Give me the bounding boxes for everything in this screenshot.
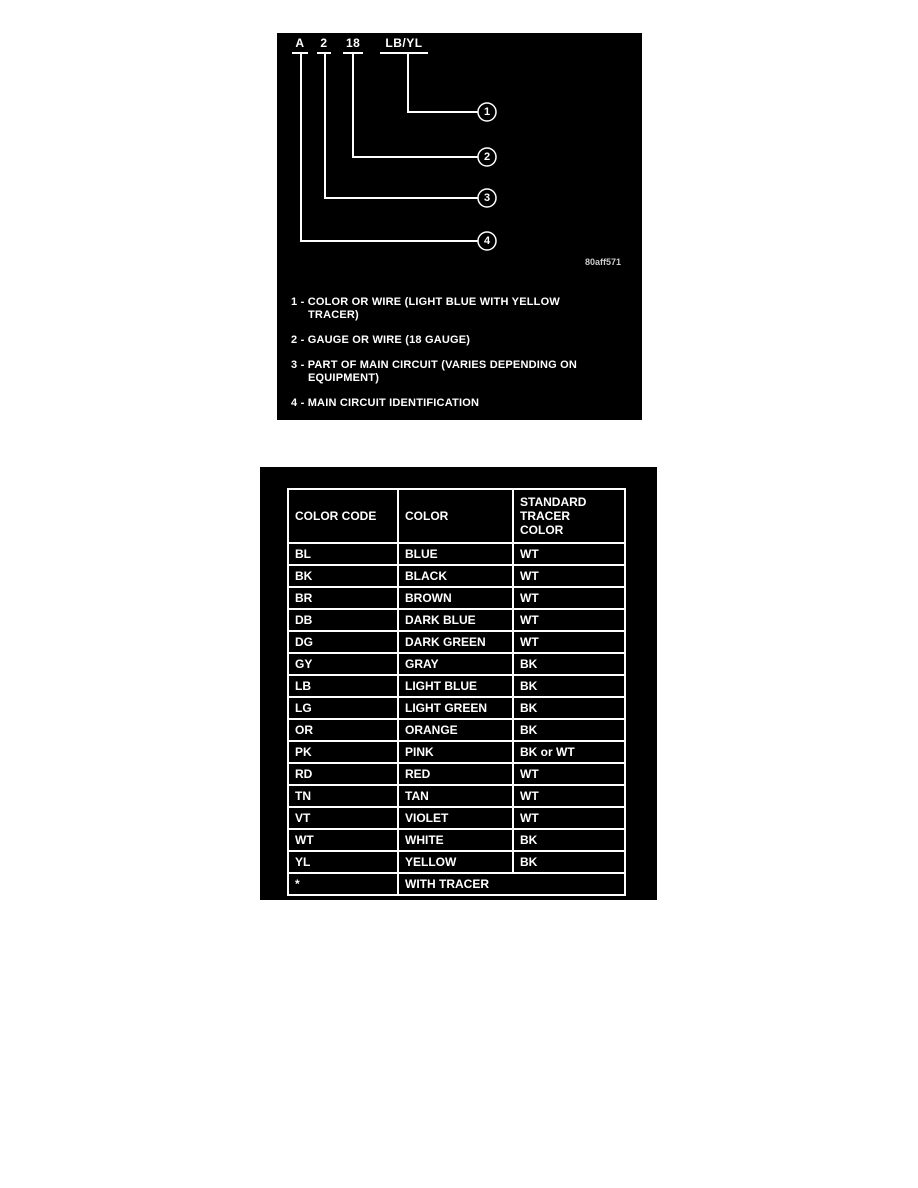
table-cell-code: TN [288, 785, 398, 807]
table-cell-code: LG [288, 697, 398, 719]
table-cell-code: WT [288, 829, 398, 851]
table-row [288, 741, 625, 763]
table-cell-tracer: BK or WT [513, 741, 625, 763]
table-row [288, 609, 625, 631]
table-cell-tracer: WT [513, 807, 625, 829]
callout-line-2 [353, 54, 478, 157]
table-row [288, 565, 625, 587]
legend-item-2: 2 - GAUGE OR WIRE (18 GAUGE) [291, 334, 471, 346]
table-cell-tracer: WT [513, 565, 625, 587]
table-cell-color: BROWN [398, 587, 513, 609]
wire-color-code-panel [260, 467, 657, 900]
table-cell-code: BR [288, 587, 398, 609]
wire-code-main-circuit-label: A [292, 35, 308, 54]
table-cell-code: DB [288, 609, 398, 631]
table-row [288, 697, 625, 719]
callout-number-1: 1 [483, 106, 491, 118]
table-cell-tracer: WT [513, 763, 625, 785]
table-cell-color: BLUE [398, 543, 513, 565]
wire-code-color-label: LB/YL [380, 35, 428, 54]
table-cell-tracer: BK [513, 675, 625, 697]
table-row [288, 543, 625, 565]
table-cell-code: PK [288, 741, 398, 763]
table-cell-tracer: BK [513, 697, 625, 719]
table-cell-color: DARK BLUE [398, 609, 513, 631]
header-standard-tracer-color-label: STANDARD TRACER COLOR [520, 495, 587, 537]
table-cell-tracer: BK [513, 719, 625, 741]
table-cell-tracer: WT [513, 587, 625, 609]
header-color-code-label: COLOR CODE [295, 509, 377, 523]
table-cell-code: GY [288, 653, 398, 675]
table-cell-color: VIOLET [398, 807, 513, 829]
table-row [288, 587, 625, 609]
wire-code-circuit-part-label: 2 [317, 35, 331, 54]
callout-line-1 [408, 54, 478, 112]
callout-number-2: 2 [483, 151, 491, 163]
figure-reference-code: 80aff571 [585, 257, 622, 267]
table-cell-color: YELLOW [398, 851, 513, 873]
wire-code-diagram-panel [277, 33, 642, 420]
table-cell-code: LB [288, 675, 398, 697]
header-color [398, 489, 513, 543]
table-cell-color: LIGHT BLUE [398, 675, 513, 697]
legend-item-1: 1 - COLOR OR WIRE (LIGHT BLUE WITH YELLOW TRACER) [291, 296, 560, 321]
table-cell-tracer: WT [513, 785, 625, 807]
table-row [288, 675, 625, 697]
table-cell-tracer: WT [513, 631, 625, 653]
table-cell-color: PINK [398, 741, 513, 763]
table-cell-color: LIGHT GREEN [398, 697, 513, 719]
callout-line-3 [325, 54, 478, 198]
table-row [288, 719, 625, 741]
table-row [288, 829, 625, 851]
table-footer-row [288, 873, 625, 895]
table-cell-color: TAN [398, 785, 513, 807]
wire-color-code-table [287, 488, 626, 896]
header-color-code [288, 489, 398, 543]
diagram-legend [291, 296, 599, 420]
table-row [288, 807, 625, 829]
table-cell-code: DG [288, 631, 398, 653]
table-cell-code: BK [288, 565, 398, 587]
diagram-lines [277, 33, 642, 265]
table-row [288, 631, 625, 653]
table-cell-color: WHITE [398, 829, 513, 851]
table-cell-color: GRAY [398, 653, 513, 675]
table-row [288, 851, 625, 873]
legend-item-4: 4 - MAIN CIRCUIT IDENTIFICATION [291, 397, 480, 409]
table-cell-tracer: BK [513, 851, 625, 873]
wire-code-gauge-label: 18 [343, 35, 363, 54]
table-cell-color: RED [398, 763, 513, 785]
table-row [288, 653, 625, 675]
legend-item-3: 3 - PART OF MAIN CIRCUIT (VARIES DEPENDING ON EQUIPMENT) [291, 359, 578, 384]
table-cell-code: BL [288, 543, 398, 565]
table-row [288, 785, 625, 807]
table-cell-with-tracer: WITH TRACER [398, 873, 625, 895]
header-standard-tracer-color [513, 489, 625, 543]
table-cell-code: RD [288, 763, 398, 785]
table-cell-code: VT [288, 807, 398, 829]
table-cell-tracer: WT [513, 543, 625, 565]
callout-line-4 [301, 54, 478, 241]
table-cell-code: YL [288, 851, 398, 873]
table-cell-code: * [288, 873, 398, 895]
table-cell-tracer: BK [513, 653, 625, 675]
table-header-row [288, 489, 625, 543]
table-cell-color: ORANGE [398, 719, 513, 741]
header-color-label: COLOR [405, 509, 449, 523]
callout-number-4: 4 [483, 235, 491, 247]
table-cell-color: DARK GREEN [398, 631, 513, 653]
table-cell-color: BLACK [398, 565, 513, 587]
table-cell-code: OR [288, 719, 398, 741]
table-cell-tracer: WT [513, 609, 625, 631]
callout-number-3: 3 [483, 192, 491, 204]
table-cell-tracer: BK [513, 829, 625, 851]
table-row [288, 763, 625, 785]
